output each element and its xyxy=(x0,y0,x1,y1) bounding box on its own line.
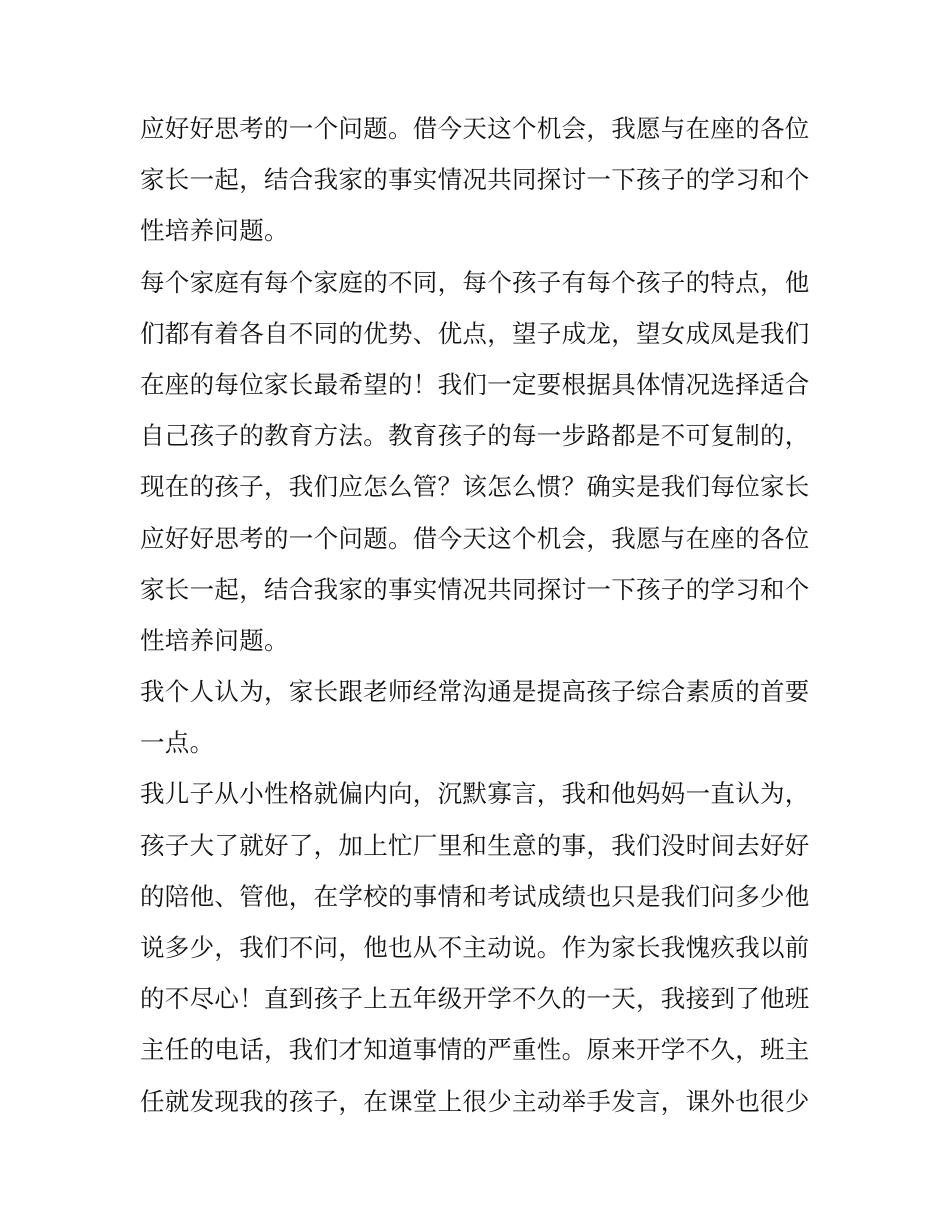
text-line-20: 任就发现我的孩子，在课堂上很少主动举手发言，课外也很少 xyxy=(140,1086,810,1116)
text-line-3: 性培养问题。 xyxy=(140,216,289,246)
text-line-10: 家长一起，结合我家的事实情况共同探讨一下孩子的学习和个 xyxy=(140,574,810,604)
text-line-19: 主任的电话，我们才知道事情的严重性。原来开学不久，班主 xyxy=(140,1035,810,1065)
text-line-17: 说多少，我们不问，他也从不主动说。作为家长我愧疚我以前 xyxy=(140,933,810,962)
body-text xyxy=(140,103,820,1127)
text-line-5: 们都有着各自不同的优势、优点，望子成龙，望女成凤是我们 xyxy=(140,318,810,348)
text-line-2: 家长一起，结合我家的事实情况共同探讨一下孩子的学习和个 xyxy=(140,165,810,195)
text-line-14: 我儿子从小性格就偏内向，沉默寡言，我和他妈妈一直认为， xyxy=(140,779,810,809)
text-line-4: 每个家庭有每个家庭的不同，每个孩子有每个孩子的特点，他 xyxy=(140,267,810,297)
text-line-8: 现在的孩子，我们应怎么管？该怎么惯？确实是我们每位家长 xyxy=(140,472,810,502)
text-line-11: 性培养问题。 xyxy=(140,625,289,655)
text-line-18: 的不尽心！直到孩子上五年级开学不久的一天，我接到了他班 xyxy=(140,984,810,1014)
text-line-1: 应好好思考的一个问题。借今天这个机会，我愿与在座的各位 xyxy=(140,114,810,143)
text-line-6: 在座的每位家长最希望的！我们一定要根据具体情况选择适合 xyxy=(140,369,810,399)
text-line-7: 自己孩子的教育方法。教育孩子的每一步路都是不可复制的， xyxy=(140,421,810,451)
text-line-15: 孩子大了就好了，加上忙厂里和生意的事，我们没时间去好好 xyxy=(140,830,810,860)
text-line-13: 一点。 xyxy=(140,728,215,758)
text-line-12: 我个人认为，家长跟老师经常沟通是提高孩子综合素质的首要 xyxy=(140,677,810,707)
text-line-16: 的陪他、管他，在学校的事情和考试成绩也只是我们问多少他 xyxy=(140,881,810,911)
text-line-9: 应好好思考的一个问题。借今天这个机会，我愿与在座的各位 xyxy=(140,523,810,553)
